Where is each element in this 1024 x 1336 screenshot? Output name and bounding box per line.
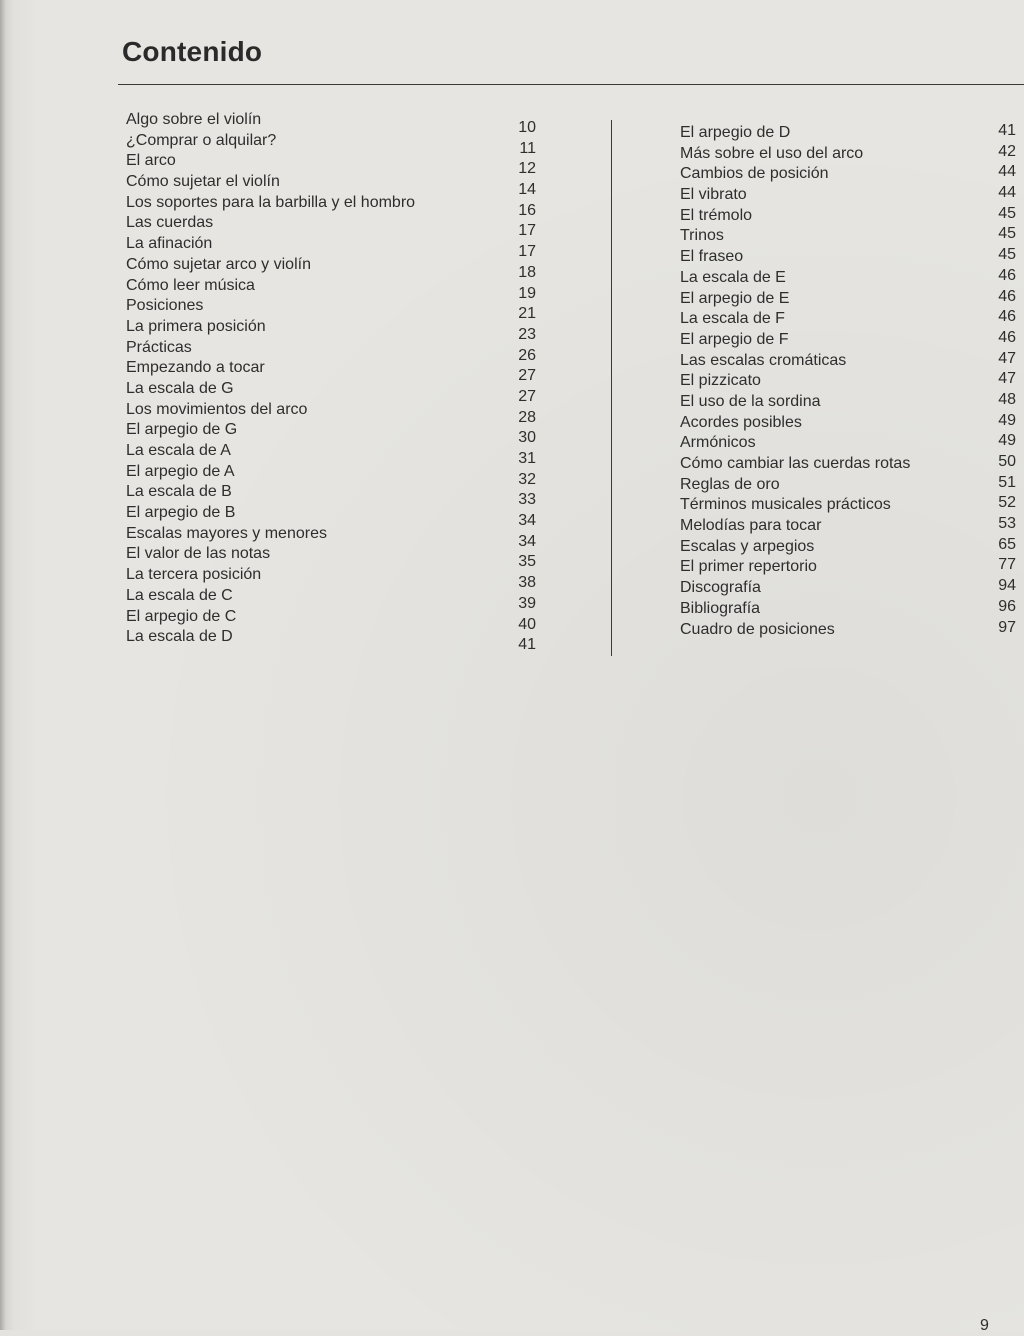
toc-entry — [126, 544, 538, 571]
toc-entry-page-number: 47 — [998, 370, 1016, 388]
toc-entry-page-number: 52 — [998, 494, 1016, 512]
toc-entry-page-number: 53 — [998, 515, 1016, 533]
toc-entry-page-number: 34 — [518, 532, 536, 550]
toc-entry-page-number: 50 — [998, 453, 1016, 470]
toc-entry-page-number: 49 — [998, 411, 1016, 429]
toc-entry-title: Prácticas — [126, 338, 192, 356]
toc-entry-title: La escala de D — [126, 628, 233, 646]
toc-entry-page-number: 47 — [998, 349, 1016, 367]
toc-entry-page-number: 26 — [518, 346, 536, 364]
toc-entry-page-number: 49 — [998, 432, 1016, 450]
toc-left-column — [126, 110, 538, 654]
toc-entry-title: Armónicos — [680, 434, 756, 452]
toc-entry — [680, 433, 1016, 454]
toc-entry-page-number: 96 — [998, 597, 1016, 615]
toc-entry-title: Los soportes para la barbilla y el hombro — [126, 193, 416, 211]
page-edge-shadow — [0, 0, 6, 1330]
toc-entry-title: Escalas mayores y menores — [126, 524, 327, 542]
toc-entry — [680, 578, 1016, 599]
toc-entry-title: La escala de G — [126, 379, 234, 397]
toc-entry — [126, 379, 538, 405]
toc-entry-page-number: 94 — [998, 577, 1016, 595]
toc-entry — [126, 193, 538, 219]
toc-entry — [680, 164, 1016, 185]
toc-entry-title: El arpegio de B — [126, 504, 236, 522]
toc-entry — [126, 276, 538, 302]
toc-entry — [680, 516, 1016, 537]
toc-entry-page-number: 12 — [518, 160, 536, 178]
toc-entry-title: Cómo cambiar las cuerdas rotas — [680, 455, 911, 472]
toc-entry-page-number: 16 — [518, 201, 536, 219]
toc-entry-page-number: 45 — [998, 204, 1016, 222]
toc-entry-page-number: 30 — [518, 429, 536, 447]
toc-entry-page-number: 10 — [518, 119, 536, 136]
toc-entry-page-number: 48 — [998, 390, 1016, 408]
toc-entry — [680, 185, 1016, 206]
toc-entry-page-number: 39 — [518, 594, 536, 612]
toc-entry — [126, 131, 538, 157]
toc-entry-title: La escala de E — [680, 268, 786, 286]
toc-entry — [126, 565, 538, 592]
toc-entry-title: La escala de F — [680, 310, 785, 328]
toc-entry — [680, 371, 1016, 392]
toc-entry — [126, 151, 538, 178]
toc-entry-title: El arpegio de G — [126, 421, 238, 439]
toc-entry — [680, 309, 1016, 330]
toc-entry-page-number: 44 — [998, 184, 1016, 202]
title-rule — [118, 84, 1024, 85]
toc-entry-page-number: 27 — [518, 387, 536, 405]
toc-entry-title: Cuadro de posiciones — [680, 620, 835, 638]
toc-entry-page-number: 23 — [518, 325, 536, 343]
toc-entry-page-number: 14 — [518, 181, 536, 199]
toc-entry-title: El arpegio de E — [680, 289, 790, 307]
toc-entry — [680, 206, 1016, 227]
toc-entry-title: El arpegio de A — [126, 462, 235, 480]
toc-entry — [680, 226, 1016, 247]
toc-entry-title: Cómo sujetar el violín — [126, 173, 280, 191]
toc-entry — [680, 495, 1016, 516]
toc-entry — [126, 503, 538, 530]
toc-entry-title: Algo sobre el violín — [126, 111, 262, 128]
toc-entry — [680, 599, 1016, 620]
toc-entry-page-number: 33 — [518, 491, 536, 509]
toc-entry-title: El fraseo — [680, 248, 744, 266]
toc-entry-page-number: 40 — [518, 615, 536, 633]
toc-entry-page-number: 97 — [998, 618, 1016, 636]
toc-entry-title: ¿Comprar o alquilar? — [126, 131, 277, 149]
toc-entry-page-number: 45 — [998, 225, 1016, 243]
toc-entry-page-number: 27 — [518, 367, 536, 385]
toc-entry — [126, 482, 538, 509]
toc-entry-page-number: 21 — [518, 305, 536, 323]
toc-entry — [680, 144, 1016, 165]
toc-entry-page-number: 31 — [518, 450, 536, 467]
toc-entry-title: La escala de C — [126, 586, 233, 604]
toc-entry-title: El arpegio de C — [126, 607, 237, 625]
toc-entry-page-number: 46 — [998, 287, 1016, 305]
toc-entry-title: El uso de la sordina — [680, 392, 821, 410]
toc-entry — [680, 247, 1016, 268]
toc-entry-page-number: 38 — [518, 574, 536, 592]
toc-entry-title: El arpegio de D — [680, 124, 791, 141]
toc-entry-title: El trémolo — [680, 206, 753, 224]
toc-entry — [126, 358, 538, 385]
toc-entry-page-number: 42 — [998, 142, 1016, 160]
toc-entry-title: El arpegio de F — [680, 330, 789, 348]
toc-entry-title: Trinos — [680, 227, 724, 245]
toc-entry — [126, 607, 538, 633]
toc-entry-title: Melodías para tocar — [680, 517, 822, 535]
toc-entry-title: La escala de B — [126, 483, 232, 501]
toc-entry — [680, 123, 1016, 144]
toc-entry-title: Cómo sujetar arco y violín — [126, 255, 311, 273]
toc-entry-title: Términos musicales prácticos — [680, 496, 891, 514]
toc-entry — [126, 234, 538, 261]
page-number: 9 — [980, 1317, 989, 1334]
toc-entry-page-number: 11 — [519, 139, 536, 157]
toc-entry-title: La primera posición — [126, 317, 266, 335]
toc-entry-page-number: 41 — [518, 636, 536, 654]
toc-entry-page-number: 46 — [998, 328, 1016, 346]
toc-entry-title: Las cuerdas — [126, 214, 214, 232]
toc-entry — [680, 289, 1016, 310]
toc-entry — [126, 213, 538, 240]
toc-entry-title: Reglas de oro — [680, 475, 780, 493]
toc-entry-title: Empezando a tocar — [126, 359, 265, 377]
toc-entry-title: Discografía — [680, 579, 761, 597]
toc-entry — [680, 620, 1016, 641]
toc-entry-title: La afinación — [126, 235, 213, 253]
toc-entry — [680, 557, 1016, 578]
page-title: Contenido — [122, 36, 263, 67]
toc-entry-page-number: 17 — [518, 222, 536, 240]
toc-entry-title: Cómo leer música — [126, 276, 255, 294]
toc-entry — [680, 475, 1016, 496]
toc-entry — [126, 462, 538, 488]
toc-entry-title: La escala de A — [126, 442, 231, 459]
toc-entry — [680, 537, 1016, 558]
column-divider — [611, 120, 612, 656]
toc-entry — [126, 586, 538, 612]
toc-entry-page-number: 28 — [518, 408, 536, 426]
toc-entry-title: El primer repertorio — [680, 558, 817, 576]
toc-entry-page-number: 18 — [518, 263, 536, 281]
toc-entry — [126, 296, 538, 323]
toc-entry — [680, 454, 1016, 475]
toc-entry-page-number: 77 — [998, 556, 1016, 574]
toc-entry-title: El pizzicato — [680, 372, 761, 390]
toc-entry — [680, 268, 1016, 289]
toc-entry-title: Los movimientos del arco — [126, 400, 308, 418]
toc-entry — [126, 338, 538, 364]
toc-entry — [680, 330, 1016, 351]
toc-entry — [126, 400, 538, 426]
toc-entry-title: Bibliografía — [680, 599, 761, 617]
toc-entry — [680, 392, 1016, 413]
toc-right-column — [680, 123, 1016, 640]
toc-entry-page-number: 51 — [998, 473, 1016, 491]
toc-entry-title: Escalas y arpegios — [680, 537, 815, 555]
toc-entry-page-number: 46 — [998, 308, 1016, 326]
toc-entry — [126, 110, 538, 136]
toc-entry-title: El valor de las notas — [126, 545, 271, 563]
toc-entry — [126, 441, 538, 467]
toc-entry — [126, 627, 538, 654]
toc-entry — [126, 255, 538, 281]
toc-entry-title: Posiciones — [126, 297, 204, 315]
toc-entry — [126, 317, 538, 343]
toc-entry-page-number: 44 — [998, 163, 1016, 181]
toc-entry-page-number: 45 — [998, 246, 1016, 264]
toc-entry — [680, 413, 1016, 434]
toc-entry-page-number: 46 — [998, 266, 1016, 284]
toc-entry-title: Las escalas cromáticas — [680, 351, 847, 369]
toc-entry-title: Más sobre el uso del arco — [680, 144, 864, 162]
toc-entry — [680, 351, 1016, 372]
toc-entry — [126, 172, 538, 199]
toc-entry-page-number: 35 — [518, 553, 536, 571]
toc-entry-page-number: 34 — [518, 512, 536, 530]
toc-entry-page-number: 19 — [518, 284, 536, 302]
toc-entry-title: El vibrato — [680, 186, 747, 204]
toc-entry-page-number: 32 — [518, 470, 536, 488]
toc-entry-page-number: 17 — [518, 243, 536, 261]
toc-entry — [126, 524, 538, 550]
toc-entry-title: Acordes posibles — [680, 413, 802, 431]
toc-entry-page-number: 65 — [998, 535, 1016, 553]
toc-entry-title: Cambios de posición — [680, 165, 829, 183]
toc-entry-title: El arco — [126, 152, 176, 170]
toc-entry — [126, 420, 538, 447]
toc-entry-title: La tercera posición — [126, 566, 262, 584]
toc-entry-page-number: 41 — [998, 122, 1016, 139]
